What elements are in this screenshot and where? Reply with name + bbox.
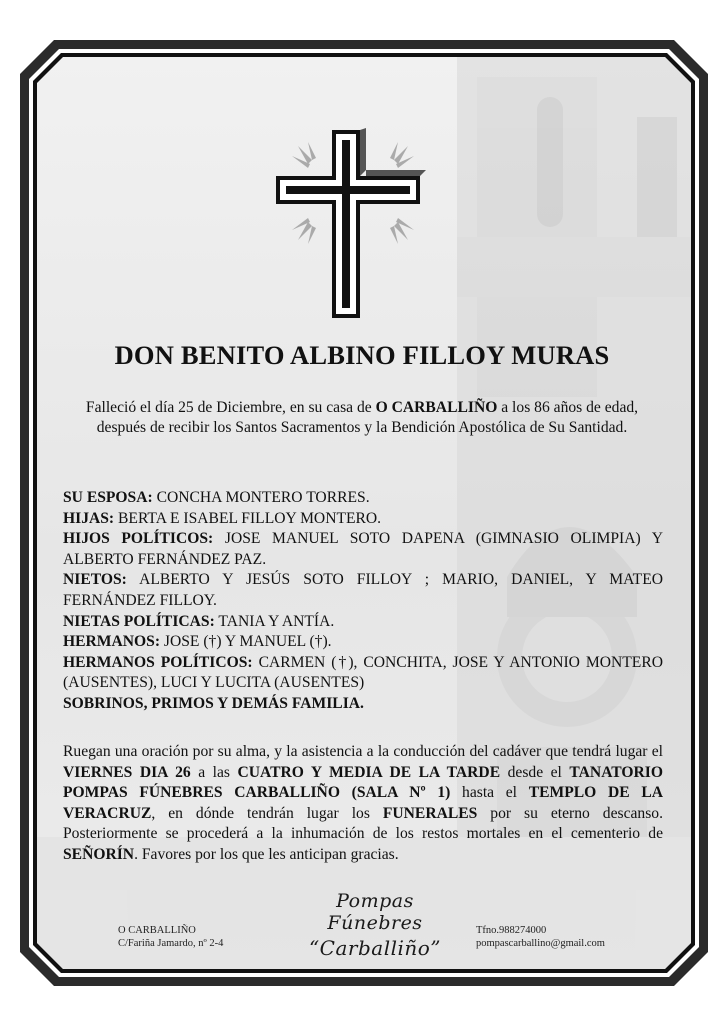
family-entry-siblings-in-law [63, 653, 663, 694]
funeral-day: VIERNES DIA 26 [63, 763, 191, 781]
email-address: pompascarballino@gmail.com [476, 938, 605, 949]
closing-text: , en dónde tendrán lugar los [151, 804, 383, 822]
family-names: JOSE (†) Y MANUEL (†). [160, 633, 332, 651]
closing-text: Ruegan una oración por su alma, y la asistencia a la conducción del cadáver que tendrá lugar el [63, 743, 663, 760]
funeral-home-contact [476, 924, 605, 950]
cross-icon [268, 128, 438, 324]
family-label: SU ESPOSA: [63, 489, 153, 506]
cemetery-name: SEÑORÍN [63, 845, 135, 863]
family-label: NIETAS POLÍTICAS: [63, 612, 215, 630]
funeral-home-address [118, 924, 223, 950]
family-names: CARMEN (†), CONCHITA, JOSE Y ANTONIO MONTERO (AUSENTES), LUCI Y LUCITA (AUSENTES) [63, 653, 663, 692]
family-entry-spouse [63, 488, 663, 509]
family-names: CONCHA MONTERO TORRES. [152, 489, 370, 506]
logo-line-1: Pompas Fúnebres [327, 890, 423, 934]
intro-text: Falleció el día 25 de Diciembre, en su casa de [85, 399, 376, 416]
family-names: ALBERTO Y JESÚS SOTO FILLOY ; MARIO, DANIEL, Y MATEO FERNÁNDEZ FILLOY. [63, 571, 663, 609]
closing-text: a las [190, 763, 238, 781]
family-names: BERTA E ISABEL FILLOY MONTERO. [114, 509, 382, 527]
closing-text: hasta el [450, 784, 529, 802]
logo-line-2: “Carballiño” [308, 936, 442, 960]
family-label: NIETOS: [63, 571, 127, 589]
family-names: TANIA Y ANTÍA. [214, 612, 335, 630]
funeral-home-logo [300, 890, 450, 960]
family-entry-siblings [63, 632, 663, 653]
funeral-time: CUATRO Y MEDIA DE LA TARDE [237, 763, 501, 781]
place-of-death: O CARBALLIÑO [375, 399, 498, 416]
family-entry-sons-in-law [63, 529, 663, 570]
family-entry-grandchildren [63, 570, 663, 611]
intro-text-end: a los 86 años de edad, después de recibir los Santos Sacramentos y la Bendición Apostólica de Su Santidad. [96, 399, 639, 436]
family-entry-daughters [63, 509, 663, 530]
funeral-home: TANATORIO POMPAS FÚNEBRES CARBALLIÑO (SALA Nº 1) [63, 763, 663, 802]
funeral-details [63, 742, 663, 866]
closing-text: por su eterno descanso. Posteriormente se procederá a la inhumación de los restos mortales en el cementerio de [63, 804, 663, 843]
church-name: TEMPLO DE LA VERACRUZ [63, 784, 663, 822]
family-label: HERMANOS POLÍTICOS: [63, 653, 253, 671]
family-entry-granddaughters-in-law [63, 612, 663, 633]
family-entry-other-relatives [63, 694, 663, 715]
phone-number: Tfno.988274000 [476, 925, 547, 936]
family-label: HIJOS POLÍTICOS: [63, 530, 214, 548]
closing-text: desde el [500, 763, 570, 781]
family-label: SOBRINOS, PRIMOS Y DEMÁS FAMILIA. [63, 694, 364, 712]
closing-text: . Favores por los que les anticipan gracias. [134, 845, 399, 863]
address-street: C/Fariña Jamardo, nº 2-4 [118, 938, 224, 949]
death-announcement [62, 398, 662, 438]
address-city: O CARBALLIÑO [118, 925, 196, 936]
family-label: HERMANOS: [63, 633, 161, 651]
family-names: JOSE MANUEL SOTO DAPENA (GIMNASIO OLIMPIA) Y ALBERTO FERNÁNDEZ PAZ. [63, 530, 663, 568]
funerals-label: FUNERALES [382, 804, 478, 822]
deceased-name: DON BENITO ALBINO FILLOY MURAS [114, 340, 610, 370]
family-label: HIJAS: [63, 509, 115, 527]
family-list [63, 488, 663, 715]
